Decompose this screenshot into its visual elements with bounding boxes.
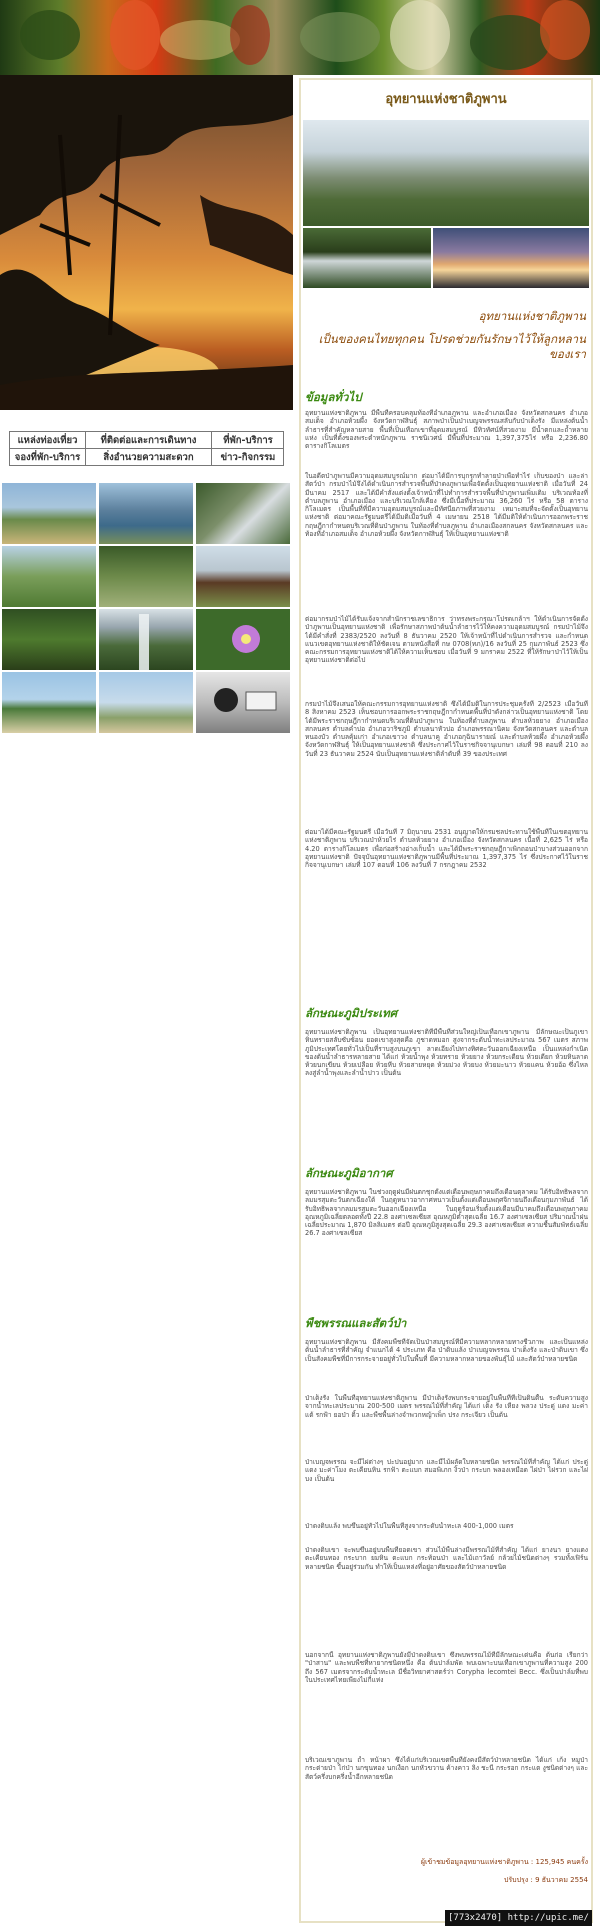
flora-paragraph-4: ป่าดงดิบแล้ง พบขึ้นอยู่ทั่วไปในพื้นที่สูงจากระดับน้ำทะเล 400-1,000 เมตร — [305, 1522, 514, 1530]
menu-accommodation[interactable]: ที่พัก-บริการ — [212, 432, 284, 449]
menu-attractions[interactable]: แหล่งท่องเที่ยว — [10, 432, 86, 449]
visitor-counter — [305, 1857, 588, 1868]
menu-news[interactable]: ข่าว-กิจกรรม — [220, 452, 276, 463]
content-panel — [299, 78, 593, 1923]
menu-booking[interactable]: จองที่พัก-บริการ — [10, 449, 86, 466]
dusk-photo — [433, 228, 589, 288]
gallery-photo[interactable] — [2, 483, 96, 544]
climate-paragraph: อุทยานแห่งชาติภูพาน ในช่วงฤดูฝนมีฝนตกชุกตั้งแต่เดือนพฤษภาคมถึงเดือนตุลาคม ได้รับอิทธิพลจากลมมรสุมตะวันตกเฉียงใต้ ในฤดูหนาวอากาศหนาวเย็นตั้งแต่เดือนพฤศจิกายนถึงเดือนกุมภาพันธ์ ได้รับอิทธิพลจากลมมรสุมตะวันออกเฉียงเหนือ ในฤดูร้อนเริ่มตั้งแต่เดือนมีนาคมถึงเดือนพฤษภาคม อุณหภูมิเฉลี่ยตลอดทั้งปี 22.8 องศาเซลเซียส อุณหภูมิต่ำสุดเฉลี่ย 16.7 องศาเซลเซียส ปริมาณน้ำฝนเฉลี่ยประมาณ 1,870 มิลลิเมตร ต่อปี อุณหภูมิสูงสุดเฉลี่ย 29.3 องศาเซลเซียส ความชื้นสัมพัทธ์เฉลี่ย 26.7 องศาเซลเซียส — [305, 1188, 588, 1238]
flora-paragraph-6: นอกจากนี้ อุทยานแห่งชาติภูพานยังมีป่าดงดิบเขา ซึ่งพบพรรณไม้ที่มีลักษณะเด่นคือ ต้นก่อ เรียกว่า "ป่าสาน" และพบพืชที่หายากชนิดหนึ่ง คือ ต้นปาล์มพัด พบเฉพาะบนเทือกเขาภูพานที่ความสูง 200 ถึง 567 เมตรจากระดับน้ำทะเล มีชื่อวิทยาศาสตร์ว่า Corypha lecomtei Becc. ซึ่งเป็นปาล์มที่พบในประเทศไทยเพียงไม่กี่แห่ง — [305, 1651, 588, 1684]
gallery-photo[interactable] — [196, 672, 290, 733]
slogan-text: เป็นของคนไทยทุกคน โปรดช่วยกันรักษาไว้ให้ลูกหลานของเรา — [318, 332, 586, 361]
watermark-site[interactable]: http://upic.me/ — [507, 1913, 589, 1923]
gallery-photo[interactable] — [2, 672, 96, 733]
flora-paragraph-3: ป่าเบญจพรรณ จะมีไผ่ต่างๆ ปะปนอยู่มาก และมีไม้ผลัดใบหลายชนิด พรรณไม้ที่สำคัญ ได้แก่ ประดู่ แดง มะค่าโมง ตะเคียนหิน รกฟ้า ตะแบก สมอพิเภก งิ้วป่า กระบก พลองเหมือด ไผ่ป่า ไผ่รวก และไผ่บง เป็นต้น — [305, 1458, 588, 1483]
header-banner — [0, 0, 600, 75]
flora-paragraph-5: ป่าดงดิบเขา จะพบขึ้นอยู่บนพื้นที่ยอดเขา ส่วนไม้พื้นล่างมีพรรณไม้ที่สำคัญ ได้แก่ ยางนา ยางแดง ตะเคียนทอง กระบาก ยมหิน ตะแบก กระท้อนป่า และไม้เถาวัลย์ กล้วยไม้ชนิดต่างๆ รวมทั้งเฟิร์นหลายชนิด ขึ้นอยู่ร่วมกัน ทำให้เป็นแหล่งที่อยู่อาศัยของสัตว์ป่าหลายชนิด — [305, 1546, 588, 1571]
gallery-photo[interactable] — [99, 546, 193, 607]
counter-value: 125,945 คนครั้ง — [535, 1858, 588, 1866]
gallery-photo[interactable] — [2, 546, 96, 607]
right-column — [296, 75, 600, 1926]
waterfall-icon — [99, 609, 193, 670]
watermark — [445, 1910, 592, 1926]
gallery-photo[interactable] — [99, 483, 193, 544]
flora-paragraph-2: ป่าเต็งรัง ในพื้นที่อุทยานแห่งชาติภูพาน มีป่าเต็งรังพบกระจายอยู่ในพื้นที่ที่เป็นดินตื้น ระดับความสูงจากน้ำทะเลประมาณ 200-500 เมตร พรรณไม้ที่สำคัญ ได้แก่ เต็ง รัง เหียง พลวง ประดู่ แดง มะค่าแต้ รกฟ้า ยอป่า ติ้ว และพืชพื้นล่างจำพวกหญ้าเพ็ก ปรง กระเจียว เป็นต้น — [305, 1394, 588, 1419]
general-paragraph-3: ต่อมากรมป่าไม้ได้รับแจ้งจากสำนักราชเลขาธิการ ว่าทรงพระกรุณาโปรดเกล้าฯ ให้ดำเนินการจัดตั้งป่าภูพานเป็นอุทยานแห่งชาติ เพื่อรักษาสภาพป่าต้นน้ำลำธารไว้ให้คงความอุดมสมบูรณ์ กรมป่าไม้จึงได้มีคำสั่งที่ 2383/2520 ลงวันที่ 8 ธันวาคม 2520 ให้เจ้าหน้าที่ไปดำเนินการสำรวจ และกำหนดแนวเขตอุทยานแห่งชาติให้ชัดเจน ตามหนังสือที่ กษ 0708(ทภ)/16 ลงวันที่ 25 กุมภาพันธ์ 2523 ซึ่งคณะกรรมการอุทยานแห่งชาติได้ให้ความเห็นชอบ เมื่อวันที่ 9 มกราคม 2522 ที่ให้รักษาป่าไว้ให้เป็นอุทยานแห่งชาติต่อไป — [305, 615, 588, 665]
gallery-photo[interactable] — [196, 483, 290, 544]
gallery-photo[interactable] — [196, 609, 290, 670]
general-paragraph-1: อุทยานแห่งชาติภูพาน มีพื้นที่ครอบคลุมท้องที่อำเภอภูพาน และอำเภอเมือง จังหวัดสกลนคร อำเภอสมเด็จ อำเภอห้วยผึ้ง จังหวัดกาฬสินธุ์ สภาพป่าเป็นป่าเบญจพรรณสลับกับป่าเต็งรัง มีแหล่งต้นน้ำลำธารที่สำคัญหลายสาย พื้นที่เป็นเทือกเขาที่อุดมสมบูรณ์ มีทิวทัศน์ที่สวยงาม มีน้ำตกและถ้ำหลายแห่ง เป็นที่ตั้งของพระตำหนักภูพาน ราชนิเวศน์ มีพื้นที่ประมาณ 1,397,375ไร่ หรือ 2,236.80 ตารางกิโลเมตร — [305, 409, 588, 451]
slogan-title: อุทยานแห่งชาติภูพาน — [478, 309, 586, 323]
heading-climate: ลักษณะภูมิอากาศ — [305, 1166, 393, 1180]
heading-flora: พืชพรรณและสัตว์ป่า — [305, 1316, 407, 1330]
updated-value: 9 ธันวาคม 2554 — [535, 1876, 588, 1884]
general-paragraph-2: ในอดีตป่าภูพานมีความอุดมสมบูรณ์มาก ต่อมาได้มีการบุกรุกทำลายป่าเพื่อทำไร่ เก็บของป่า และล่าสัตว์ป่า กรมป่าไม้จึงได้ดำเนินการสำรวจพื้นที่ป่าดงภูพานเพื่อจัดตั้งเป็นอุทยานแห่งชาติ เมื่อวันที่ 24 มีนาคม 2517 และได้มีคำสั่งแต่งตั้งเจ้าหน้าที่ไปทำการสำรวจพื้นที่ป่าภูพานเพิ่มเติม บริเวณท้องที่ตำบลภูพาน อำเภอเมือง และบริเวณใกล้เคียง ซึ่งมีเนื้อที่ประมาณ 36,260 ไร่ หรือ 58 ตารางกิโลเมตร เป็นพื้นที่ที่มีความอุดมสมบูรณ์และมีทัศนียภาพที่สวยงาม เหมาะสมที่จะจัดตั้งเป็นอุทยานแห่งชาติ ต่อมาคณะรัฐมนตรีได้มีมติเมื่อวันที่ 4 เมษายน 2518 ได้มีมติให้ดำเนินการออกพระราชกฤษฎีกากำหนดบริเวณที่ดินป่าภูพาน ในท้องที่ตำบลภูพาน อำเภอเมืองสกลนคร จังหวัดสกลนคร และท้องที่อำเภอสมเด็จ อำเภอห้วยผึ้ง จังหวัดกาฬสินธุ์ ให้เป็นอุทยานแห่งชาติ — [305, 472, 588, 539]
landscape-photo — [303, 120, 589, 226]
gallery-photo[interactable] — [196, 546, 290, 607]
watermark-size: [773x2470] — [448, 1913, 503, 1923]
page-title: อุทยานแห่งชาติภูพาน — [385, 92, 507, 107]
geography-paragraph: อุทยานแห่งชาติภูพาน เป็นอุทยานแห่งชาติที่มีพื้นที่ส่วนใหญ่เป็นเทือกเขาภูพาน มีลักษณะเป็นภูเขาหินทรายสลับซับซ้อน ยอดเขาสูงสุดคือ ภูชาดหมอก สูงจากระดับน้ำทะเลประมาณ 567 เมตร สภาพภูมิประเทศโดยทั่วไปเป็นที่ราบสูงบนภูเขา ลาดเอียงไปทางทิศตะวันออกเฉียงเหนือ เป็นแหล่งกำเนิดของต้นน้ำลำธารหลายสาย ได้แก่ ห้วยน้ำพุง ห้วยทราย ห้วยยาง ห้วยกระเดียน ห้วยเดียก ห้วยหินลาด ห้วยนกเขียน ห้วยเปลือย ห้วยหีบ ห้วยสายหยุด ห้วยม่วง ห้วยบง ห้วยมะนาว ห้วยแคน ห้วยอ้อ ซึ่งไหลลงสู่ลำน้ำพุงและลำน้ำปาว เป็นต้น — [305, 1028, 588, 1078]
menu-contact-travel[interactable]: ที่ติดต่อและการเดินทาง — [86, 432, 212, 449]
flora-paragraph-1: อุทยานแห่งชาติภูพาน มีสังคมพืชที่จัดเป็นป่าสมบูรณ์ที่มีความหลากหลายทางชีวภาพ และเป็นแหล่งต้นน้ำลำธารที่สำคัญ จำแนกได้ 4 ประเภท คือ ป่าดิบแล้ง ป่าเบญจพรรณ ป่าเต็งรัง และป่าดิบเขา ซึ่งเป็นสังคมพืชที่มีการกระจายอยู่ทั่วไปในพื้นที่ มีความหลากหลายของพันธุ์ไม้ และสัตว์ป่าหลายชนิด — [305, 1338, 588, 1363]
last-updated — [305, 1875, 588, 1886]
flora-paragraph-7: บริเวณเขาภูพาน ถ้ำ หน้าผา ซึ่งได้แก่บริเวณเขตพื้นที่ยังคงมีสัตว์ป่าหลายชนิด ได้แก่ เก้ง หมูป่า กระต่ายป่า ไก่ป่า นกขุนทอง นกเงือก นกหัวขวาน ค้างคาว ลิง ชะนี กระรอก กระแต งูชนิดต่างๆ และสัตว์ครึ่งบกครึ่งน้ำอีกหลายชนิด — [305, 1756, 588, 1781]
nav-menu — [9, 431, 284, 466]
menu-facilities[interactable]: สิ่งอำนวยความสะดวก — [86, 449, 212, 466]
counter-label: ผู้เข้าชมข้อมูลอุทยานแห่งชาติภูพาน : — [420, 1858, 534, 1866]
photo-gallery — [2, 483, 292, 735]
sunset-photo — [0, 75, 293, 410]
heading-general: ข้อมูลทั่วไป — [305, 390, 362, 404]
heading-geography: ลักษณะภูมิประเทศ — [305, 1006, 398, 1020]
tree-silhouette-icon — [0, 75, 293, 410]
gallery-photo[interactable] — [99, 672, 193, 733]
gallery-photo[interactable] — [2, 609, 96, 670]
emblem-icon — [196, 672, 290, 733]
general-paragraph-5: ต่อมาได้มีคณะรัฐมนตรี เมื่อวันที่ 7 มิถุนายน 2531 อนุญาตให้กรมชลประทานใช้พื้นที่ในเขตอุทยานแห่งชาติภูพาน บริเวณป่าห้วยไร่ ตำบลห้วยยาง อำเภอเมือง จังหวัดสกลนคร เนื้อที่ 2,625 ไร่ หรือ 4.20 ตารางกิโลเมตร เพื่อก่อสร้างอ่างเก็บน้ำ และได้มีพระราชกฤษฎีกาเพิกถอนป่าบางส่วนออกจากอุทยานแห่งชาติ ปัจจุบันอุทยานแห่งชาติภูพานมีพื้นที่ประมาณ 1,397,375 ไร่ ซึ่งประกาศไว้ในราชกิจจานุเบกษา เล่มที่ 107 ตอนที่ 106 ลงวันที่ 7 กรกฎาคม 2532 — [305, 828, 588, 870]
updated-label: ปรับปรุง : — [503, 1876, 533, 1884]
waterfall-photo — [303, 228, 431, 288]
flower-icon — [196, 609, 290, 670]
general-paragraph-4: กรมป่าไม้จึงเสนอให้คณะกรรมการอุทยานแห่งชาติ ซึ่งได้มีมติในการประชุมครั้งที่ 2/2523 เมื่อวันที่ 8 สิงหาคม 2523 เห็นชอบการออกพระราชกฤษฎีกากำหนดพื้นที่ป่าดังกล่าวเป็นอุทยานแห่งชาติ โดยได้มีพระราชกฤษฎีกากำหนดบริเวณที่ดินป่าภูพาน ในท้องที่ตำบลภูพาน ตำบลห้วยยาง อำเภอเมืองสกลนคร ตำบลคำบ่อ อำเภอวาริชภูมิ ตำบลนาหัวบ่อ อำเภอพรรณานิคม จังหวัดสกลนคร และตำบลหนองบัว ตำบลคุ้มเก่า อำเภอเขาวง ตำบลนาคู อำเภอกุฉินารายณ์ และตำบลห้วยผึ้ง อำเภอห้วยผึ้ง จังหวัดกาฬสินธุ์ ให้เป็นอุทยานแห่งชาติ ซึ่งประกาศไว้ในราชกิจจานุเบกษา เล่มที่ 98 ตอนที่ 210 ลงวันที่ 23 ธันวาคม 2524 นับเป็นอุทยานแห่งชาติลำดับที่ 39 ของประเทศ — [305, 700, 588, 758]
gallery-photo[interactable] — [99, 609, 193, 670]
